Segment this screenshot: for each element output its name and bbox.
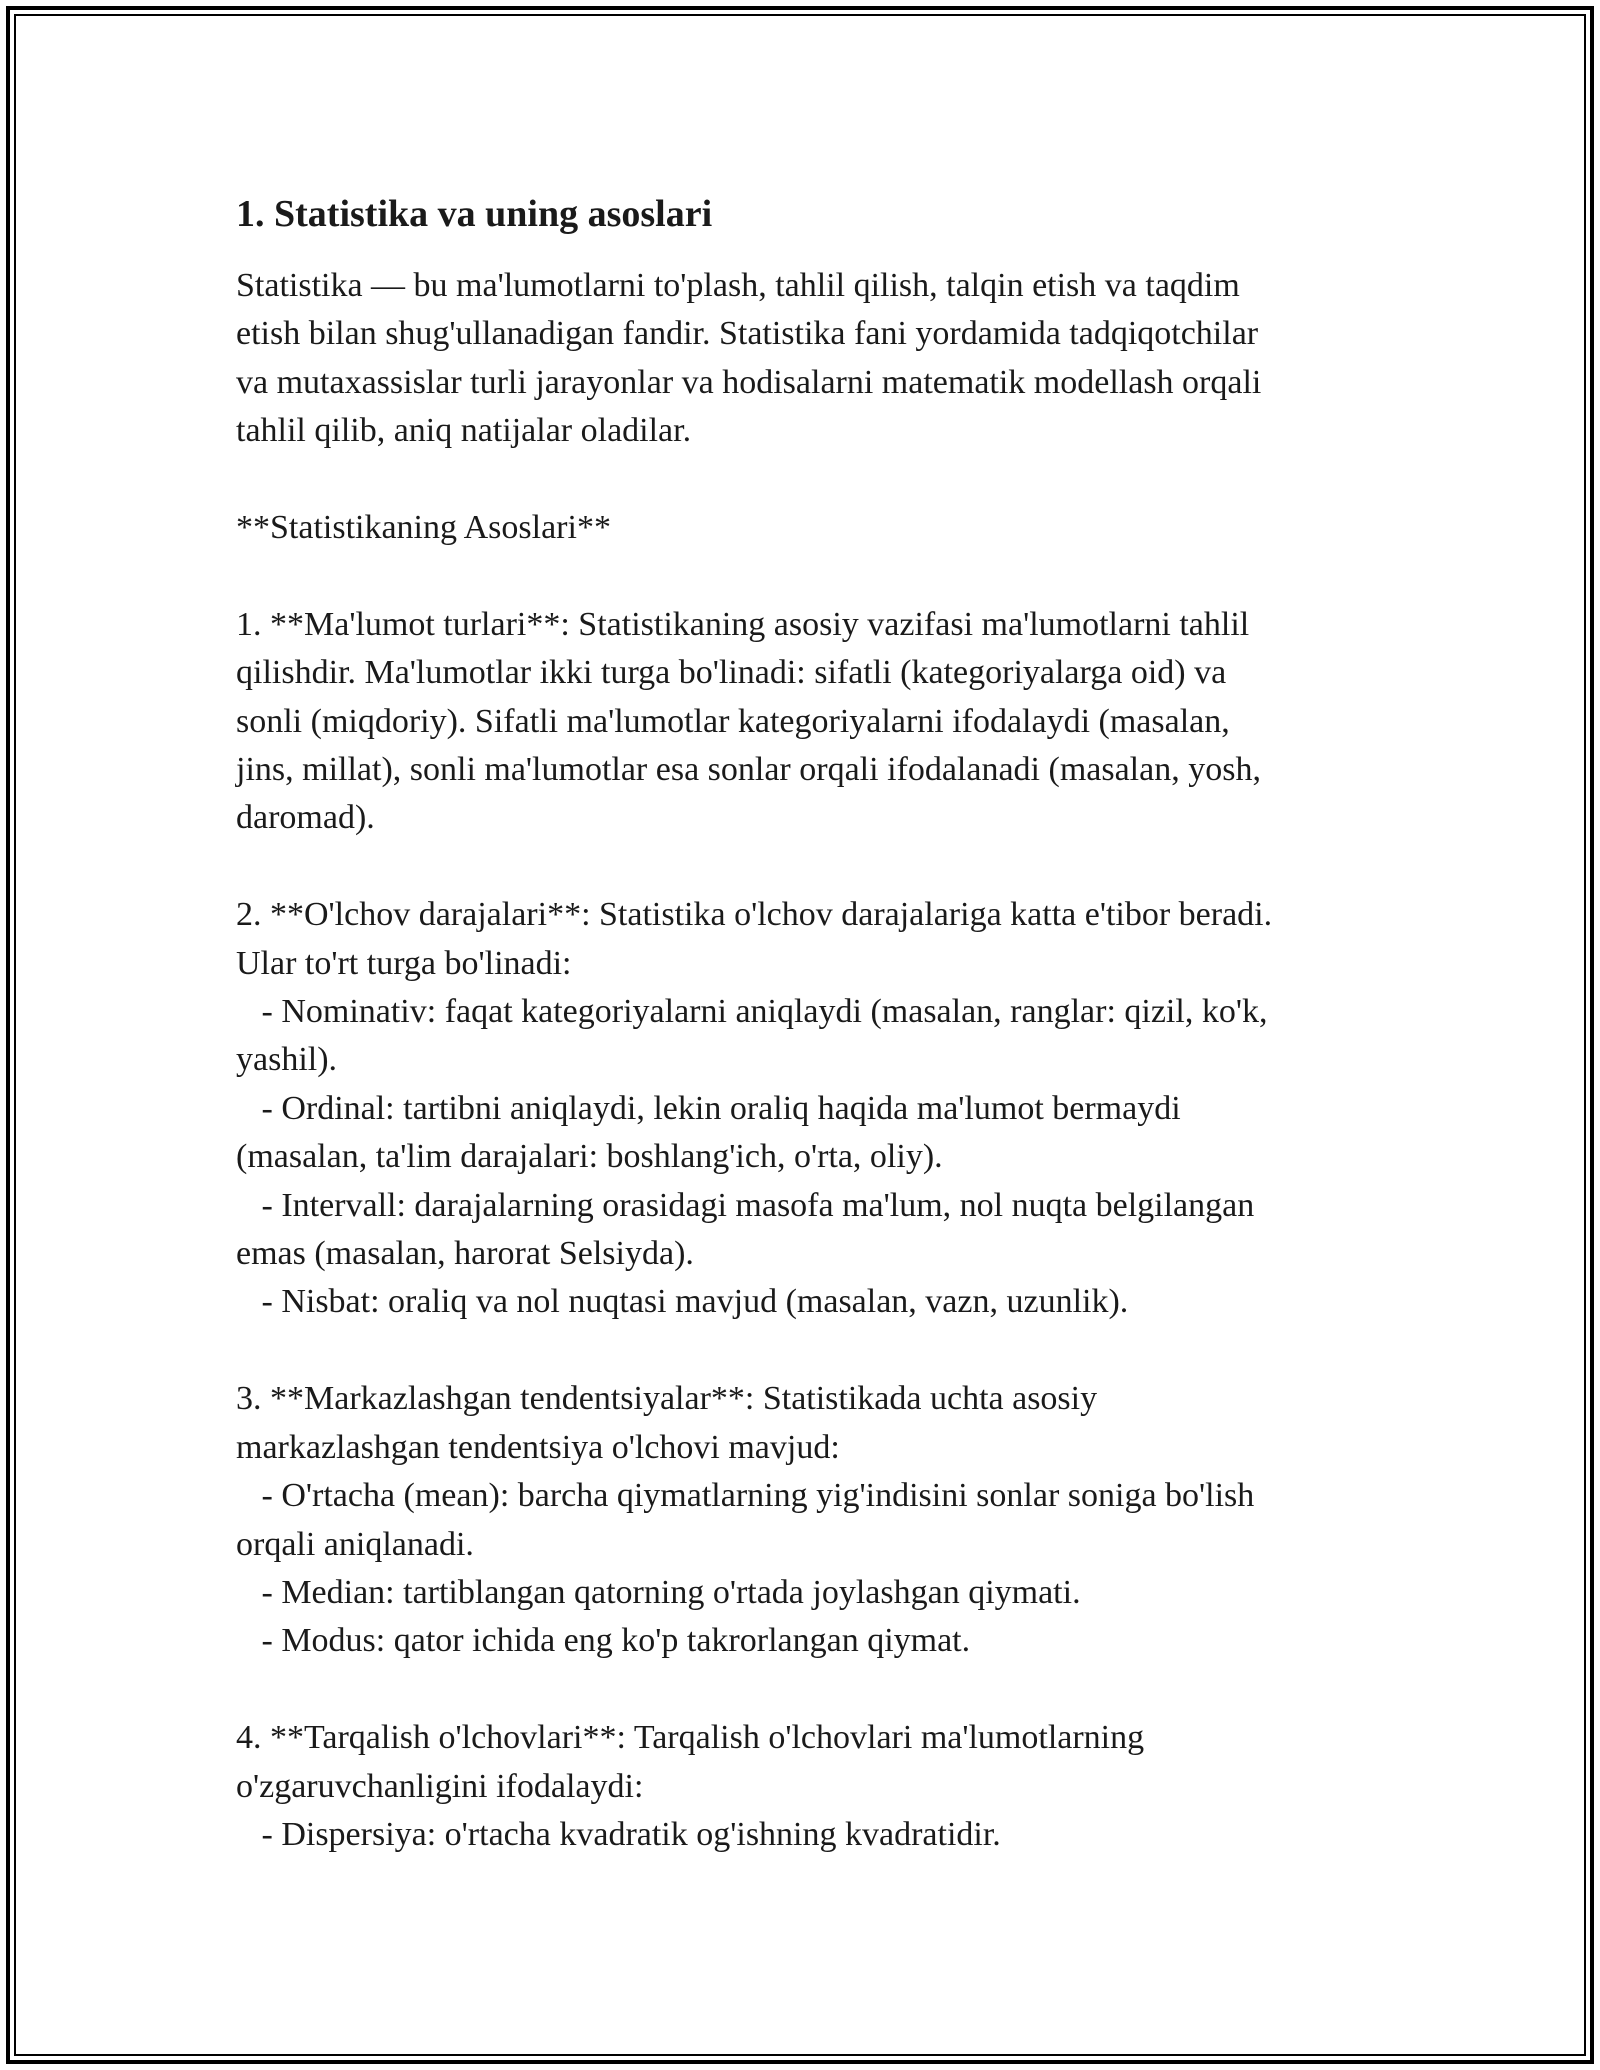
text-line: - Median: tartiblangan qatorning o'rtada joylashgan qiymati. (236, 1573, 1081, 1611)
blank-line (236, 1327, 1366, 1375)
text-line: va mutaxassislar turli jarayonlar va hodisalarni matematik modellash orqali (236, 363, 1262, 401)
text-line: 2. **O'lchov darajalari**: Statistika o'lchov darajalariga katta e'tibor beradi. (236, 896, 1273, 934)
text-line: o'zgaruvchanligini ifodalaydi: (236, 1767, 644, 1805)
text-line: markazlashgan tendentsiya o'lchovi mavjud: (236, 1428, 840, 1466)
text-line: etish bilan shug'ullanadigan fandir. Statistika fani yordamida tadqiqotchilar (236, 315, 1259, 353)
text-line: - Nominativ: faqat kategoriyalarni aniqlaydi (masalan, ranglar: qizil, ko'k, (236, 993, 1268, 1031)
text-line: qilishdir. Ma'lumotlar ikki turga bo'linadi: sifatli (kategoriyalarga oid) va (236, 654, 1227, 692)
text-line: - O'rtacha (mean): barcha qiymatlarning yig'indisini sonlar soniga bo'lish (236, 1477, 1255, 1515)
item-measurement-levels (236, 891, 1366, 1327)
item-central-tendency (236, 1375, 1366, 1665)
text-line: - Modus: qator ichida eng ko'p takrorlangan qiymat. (236, 1622, 971, 1660)
text-line: orqali aniqlanadi. (236, 1525, 474, 1563)
text-line: - Nisbat: oraliq va nol nuqtasi mavjud (masalan, vazn, uzunlik). (236, 1283, 1129, 1321)
blank-line (236, 456, 1366, 504)
item-data-types (236, 601, 1366, 843)
text-line: Statistika — bu ma'lumotlarni to'plash, tahlil qilish, talqin etish va taqdim (236, 267, 1240, 304)
text-line: daromad). (236, 799, 375, 837)
document-title: 1. Statistika va uning asoslari (236, 193, 713, 235)
text-line: tahlil qilib, aniq natijalar oladilar. (236, 412, 692, 450)
blank-line (236, 843, 1366, 891)
text-line: jins, millat), sonli ma'lumotlar esa sonlar orqali ifodalanadi (masalan, yosh, (236, 751, 1261, 789)
blank-line (236, 552, 1366, 600)
section-heading: **Statistikaning Asoslari** (236, 509, 611, 547)
document-page (236, 180, 1366, 1859)
text-line: yashil). (236, 1041, 338, 1079)
text-line: - Intervall: darajalarning orasidagi masofa ma'lum, nol nuqta belgilangan (236, 1186, 1255, 1224)
item-dispersion (236, 1714, 1366, 1859)
text-line: - Dispersiya: o'rtacha kvadratik og'ishning kvadratidir. (236, 1815, 1001, 1853)
text-line: 3. **Markazlashgan tendentsiyalar**: Statistikada uchta asosiy (236, 1380, 1098, 1418)
text-line: 1. **Ma'lumot turlari**: Statistikaning asosiy vazifasi ma'lumotlarni tahlil (236, 605, 1250, 643)
blank-line (236, 1666, 1366, 1714)
intro-paragraph (236, 262, 1366, 456)
text-line: (masalan, ta'lim darajalari: boshlang'ich, o'rta, oliy). (236, 1138, 943, 1176)
text-line: 4. **Tarqalish o'lchovlari**: Tarqalish o'lchovlari ma'lumotlarning (236, 1719, 1145, 1757)
text-line: Ular to'rt turga bo'linadi: (236, 944, 572, 982)
text-line: emas (masalan, harorat Selsiyda). (236, 1235, 694, 1273)
text-line: sonli (miqdoriy). Sifatli ma'lumotlar kategoriyalarni ifodalaydi (masalan, (236, 702, 1230, 740)
text-line: - Ordinal: tartibni aniqlaydi, lekin oraliq haqida ma'lumot bermaydi (236, 1089, 1181, 1127)
